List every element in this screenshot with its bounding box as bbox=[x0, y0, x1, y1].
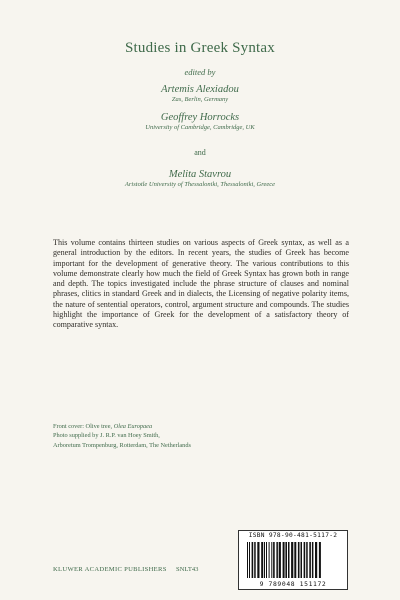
ean-number: 9 789048 151172 bbox=[259, 580, 327, 588]
editor-horrocks bbox=[0, 112, 400, 131]
photo-credit: Photo supplied by J. R.P. van Hoey Smith, bbox=[53, 432, 160, 440]
editor-name: Geoffrey Horrocks bbox=[160, 112, 240, 123]
cover-credit-prefix: Front cover: Olive tree, bbox=[53, 423, 114, 430]
book-description: This volume contains thirteen studies on various aspects of Greek syntax, as well as a general introduction by the editors. In recent years, the studies of Greek has become important for the development of generative theory. The various contributions to this volume demonstrate clearly how much the field of Greek Syntax has grown both in range and depth. The topics investigated include the phrase structure of clauses and nominal phrases, clitics in standard Greek and in dialects, the Licensing of negative polarity items, the nature of sentential operators, control, argument structure and compounds. The studies highlight the importance of Greek for the development of a satisfactory theory of comparative syntax. bbox=[53, 238, 349, 330]
editor-name: Artemis Alexiadou bbox=[161, 84, 239, 95]
publisher-name: KLUWER ACADEMIC PUBLISHERS bbox=[53, 566, 167, 573]
barcode bbox=[238, 530, 348, 590]
cover-credit-species: Olea Europaea bbox=[113, 423, 153, 430]
barcode-bars bbox=[245, 542, 341, 578]
editor-alexiadou bbox=[0, 84, 400, 103]
editor-name: Melita Stavrou bbox=[168, 169, 232, 180]
book-title: Studies in Greek Syntax bbox=[124, 40, 275, 56]
photo-location: Arboretum Trompenburg, Rotterdam, The Netherlands bbox=[53, 441, 191, 449]
series-number: SNLT43 bbox=[176, 566, 199, 573]
editor-stavrou bbox=[0, 169, 400, 188]
editor-affiliation: University of Cambridge, Cambridge, UK bbox=[145, 124, 255, 131]
cover-credits bbox=[53, 422, 273, 450]
editor-affiliation: Aristotle University of Thessaloniki, Thessaloniki, Greece bbox=[124, 181, 276, 188]
and-label: and bbox=[194, 148, 206, 157]
isbn-label: ISBN 978-90-481-5117-2 bbox=[248, 532, 338, 539]
edited-by-label: edited by bbox=[184, 67, 216, 77]
cover-credit-line bbox=[53, 422, 273, 431]
editor-affiliation: Zas, Berlin, Germany bbox=[171, 96, 229, 103]
